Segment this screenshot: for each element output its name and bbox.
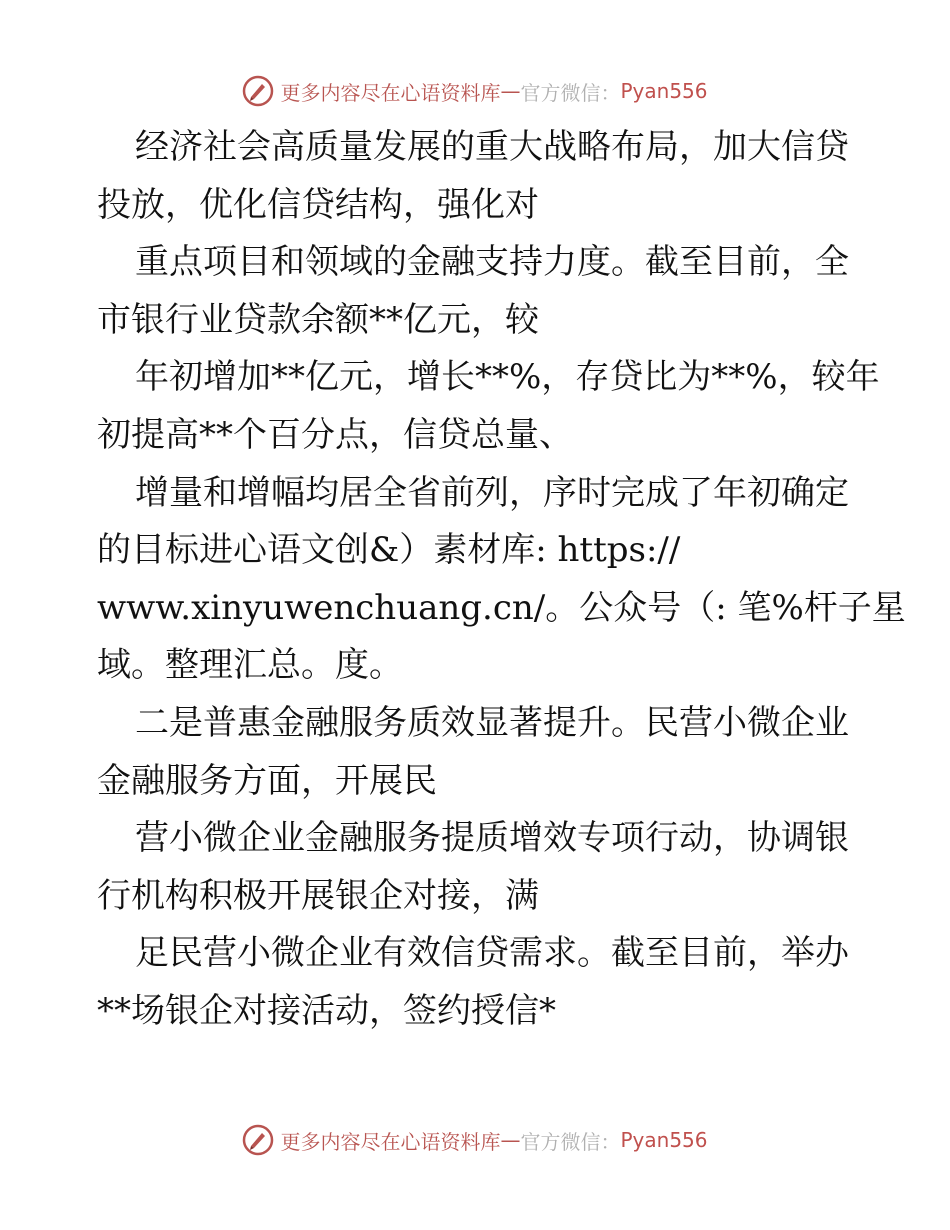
pen-logo-icon: [242, 75, 274, 107]
text-line: 年初增加**亿元，增长**%，存贷比为**%，较年: [135, 357, 880, 398]
text-line: 营小微企业金融服务提质增效专项行动，协调银: [135, 818, 849, 859]
banner-wechat-label: 官方微信：: [520, 1129, 621, 1154]
text-line: 足民营小微企业有效信贷需求。截至目前，举办: [135, 933, 849, 974]
text-line: 的目标进心语文创&）素材库: https://: [97, 530, 681, 571]
text-line: 金融服务方面，开展民: [97, 760, 437, 801]
text-line: **场银企对接活动，签约授信*: [97, 990, 556, 1031]
header-banner: [0, 71, 950, 111]
banner-wechat-id: Pyan556: [620, 1128, 708, 1152]
text-line: www.xinyuwenchuang.cn/。公众号（: 笔%杆子星: [97, 587, 906, 628]
text-line: 市银行业贷款余额**亿元，较: [97, 299, 539, 340]
banner-wechat-id: Pyan556: [620, 79, 708, 103]
banner-wechat-label: 官方微信：: [520, 80, 621, 105]
text-line: 行机构积极开展银企对接，满: [97, 875, 539, 916]
text-line: 投放，优化信贷结构，强化对: [97, 184, 539, 225]
text-line: 域。整理汇总。度。: [97, 645, 403, 686]
footer-banner: [0, 1120, 950, 1160]
text-line: 增量和增幅均居全省前列，序时完成了年初确定: [135, 472, 849, 513]
banner-dash: —: [500, 1128, 521, 1152]
text-line: 初提高**个百分点，信贷总量、: [97, 414, 573, 455]
text-line: 二是普惠金融服务质效显著提升。民营小微企业: [135, 702, 849, 743]
text-line: 重点项目和领域的金融支持力度。截至目前，全: [135, 242, 849, 283]
pen-logo-icon: [242, 1124, 274, 1156]
text-line: 经济社会高质量发展的重大战略布局，加大信贷: [135, 127, 849, 167]
banner-text: 更多内容尽在心语资料库: [280, 1129, 501, 1154]
banner-text: 更多内容尽在心语资料库: [280, 80, 501, 105]
body-text: [97, 119, 906, 1041]
banner-dash: —: [500, 79, 521, 103]
